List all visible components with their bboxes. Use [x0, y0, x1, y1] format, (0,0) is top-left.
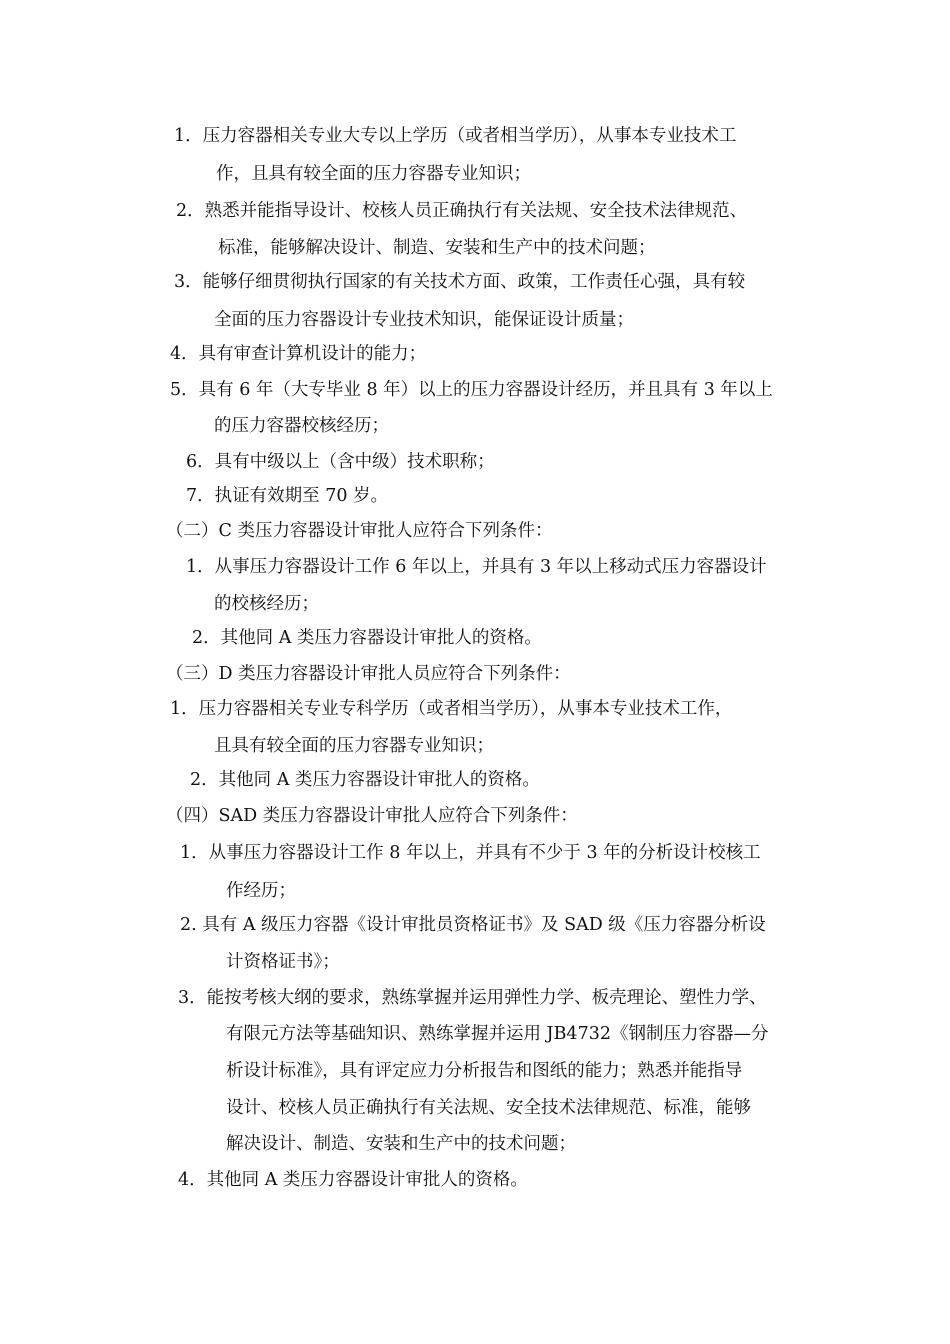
text-line: 3．能按考核大纲的要求，熟练掌握并运用弹性力学、板壳理论、塑性力学、: [178, 988, 767, 1008]
text-line: 2. 具有 A 级压力容器《设计审批员资格证书》及 SAD 级《压力容器分析设: [180, 915, 766, 935]
text-line: 2．其他同 A 类压力容器设计审批人的资格。: [190, 770, 540, 790]
text-line: 2．其他同 A 类压力容器设计审批人的资格。: [192, 628, 542, 648]
text-line: 计资格证书》；: [226, 952, 340, 972]
text-line: 1．压力容器相关专业大专以上学历（或者相当学历），从事本专业技术工: [174, 126, 737, 146]
text-line: 5．具有 6 年（大专毕业 8 年）以上的压力容器设计经历，并且具有 3 年以上: [170, 380, 773, 400]
text-line: 且具有较全面的压力容器专业知识；: [214, 736, 494, 756]
text-line: 有限元方法等基础知识、熟练掌握并运用 JB4732《钢制压力容器—分: [226, 1024, 769, 1044]
text-line: 全面的压力容器设计专业技术知识，能保证设计质量；: [214, 310, 634, 330]
text-line: 4．具有审查计算机设计的能力；: [170, 344, 427, 364]
text-line: 标准，能够解决设计、制造、安装和生产中的技术问题；: [218, 238, 656, 258]
section-heading: （三）D 类压力容器设计审批人员应符合下列条件：: [166, 664, 571, 684]
text-line: 设计、校核人员正确执行有关法规、安全技术法律规范、标准，能够: [226, 1098, 751, 1118]
text-line: 的校核经历；: [214, 594, 319, 614]
text-line: 解决设计、制造、安装和生产中的技术问题；: [226, 1134, 576, 1154]
section-heading: （四）SAD 类压力容器设计审批人应符合下列条件：: [166, 806, 578, 826]
text-line: 1．压力容器相关专业专科学历（或者相当学历），从事本专业技术工作，: [170, 699, 733, 719]
text-line: 的压力容器校核经历；: [214, 416, 389, 436]
text-line: 6．具有中级以上（含中级）技术职称；: [186, 452, 495, 472]
text-line: 3．能够仔细贯彻执行国家的有关技术方面、政策，工作责任心强，具有较: [174, 272, 746, 292]
text-line: 7．执证有效期至 70 岁。: [186, 486, 389, 506]
text-line: 析设计标准》，具有评定应力分析报告和图纸的能力；熟悉并能指导: [226, 1061, 743, 1081]
text-line: 1．从事压力容器设计工作 8 年以上，并具有不少于 3 年的分析设计校核工: [180, 843, 761, 863]
text-line: 2．熟悉并能指导设计、校核人员正确执行有关法规、安全技术法律规范、: [176, 201, 748, 221]
text-line: 4．其他同 A 类压力容器设计审批人的资格。: [178, 1170, 528, 1190]
section-heading: （二）C 类压力容器设计审批人应符合下列条件：: [166, 521, 553, 541]
text-line: 作，且具有较全面的压力容器专业知识；: [216, 164, 531, 184]
text-line: 作经历；: [226, 881, 296, 901]
text-line: 1．从事压力容器设计工作 6 年以上，并具有 3 年以上移动式压力容器设计: [186, 557, 767, 577]
